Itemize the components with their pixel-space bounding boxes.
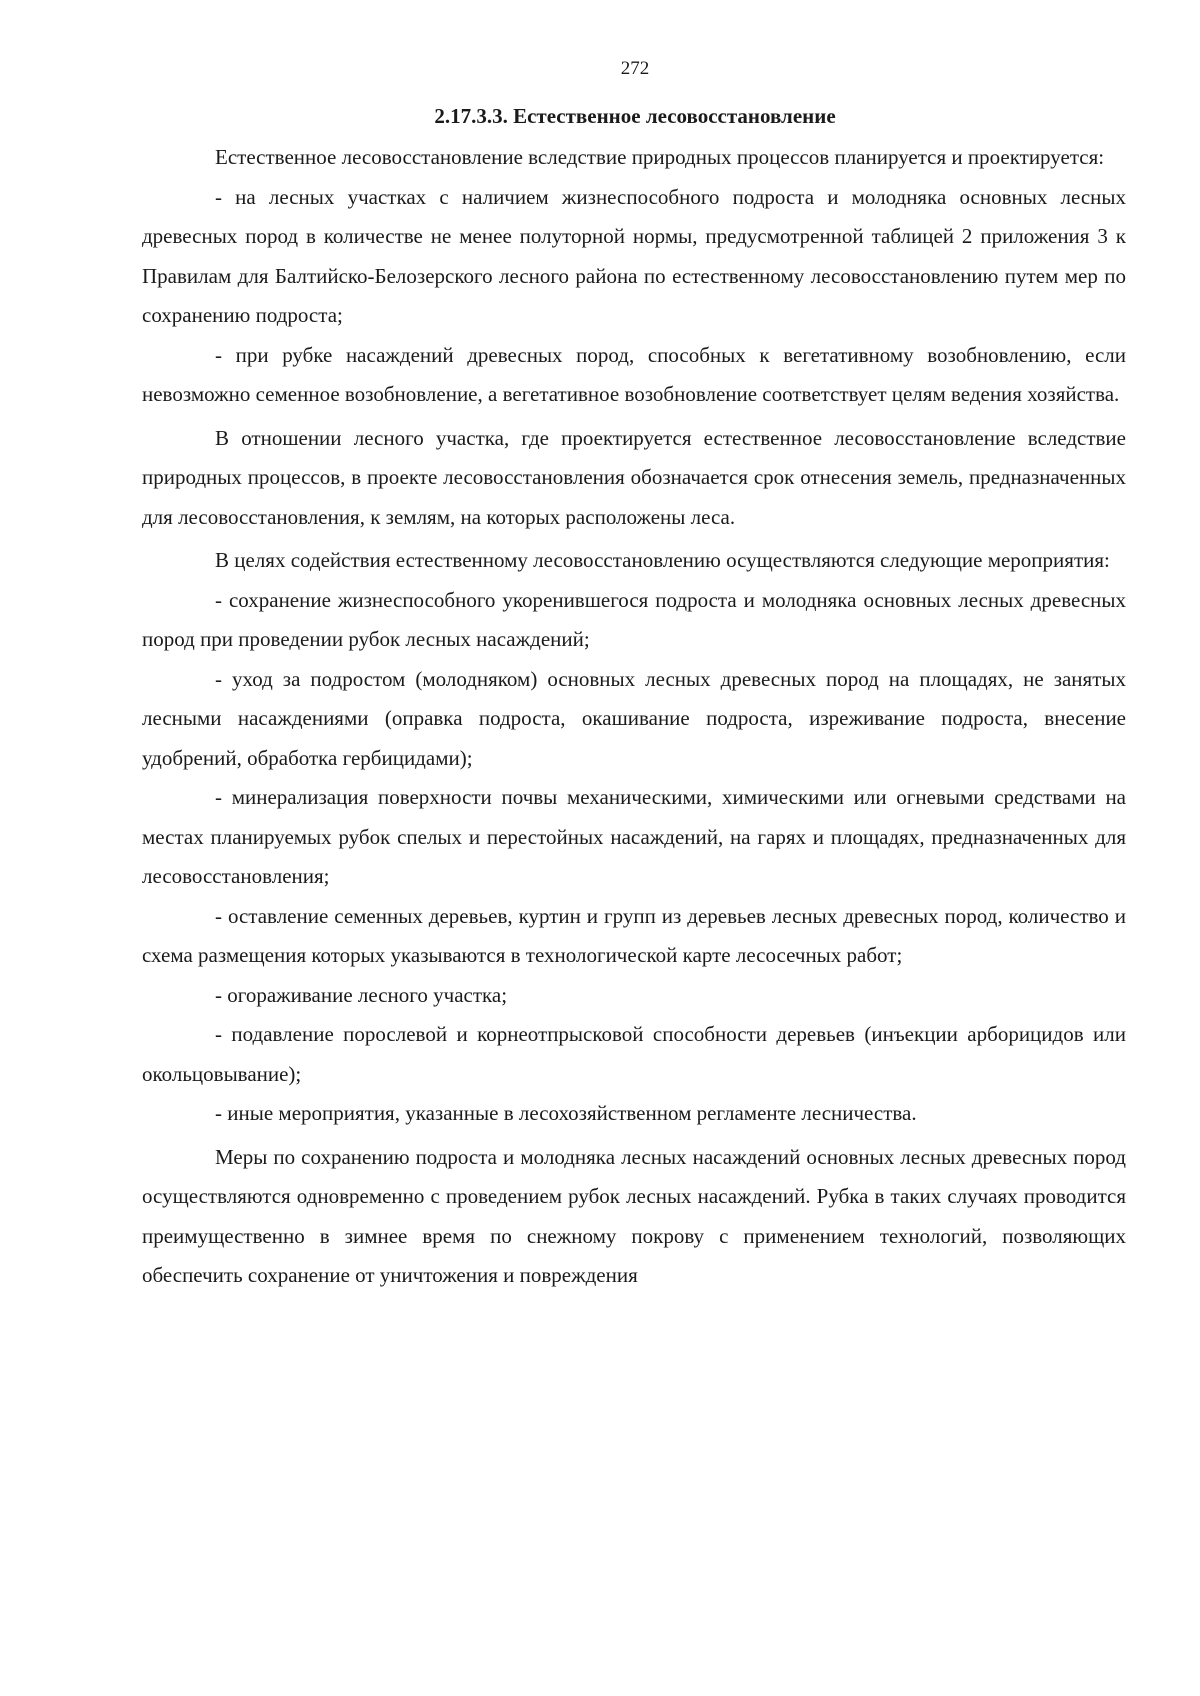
list-item-seed-trees: - оставление семенных деревьев, куртин и групп из деревьев лесных древесных пород, количество и схема размещения которых указываются в технологической карте лесосечных работ; [142,903,1126,967]
page-number: 272 [620,58,650,79]
list-item-preserve-undergrowth: - сохранение жизнеспособного укоренившегося подроста и молодняка основных лесных древесных пород при проведении рубок лесных насаждений; [142,587,1126,651]
list-item-fencing: - огораживание лесного участка; [215,982,508,1007]
list-item-other-measures: - иные мероприятия, указанные в лесохозяйственном регламенте лесничества. [215,1101,917,1125]
list-item-vegetative-renewal: - при рубке насаждений древесных пород, способных к вегетативному возобновлению, если невозможно семенное возобновление, а вегетативное возобновление соответствует целям ведения хозяйства. [142,342,1126,406]
list-item-undergrowth: - на лесных участках с наличием жизнеспособного подроста и молодняка основных лесных древесных пород в количестве не менее полуторной нормы, предусмотренной таблицей 2 приложения 3 к Правилам для Балтийско-Белозерского лесного района по естественному лесовосстановлению путем мер по сохранению подроста; [142,184,1126,327]
document-body [142,138,1126,1296]
paragraph-assistance-measures: В целях содействия естественному лесовосстановлению осуществляются следующие мероприятия: [215,548,1110,572]
paragraph-preservation-measures: Меры по сохранению подроста и молодняка лесных насаждений основных лесных древесных пород осуществляются одновременно с проведением рубок лесных насаждений. Рубка в таких случаях проводится преимущественно в зимнее время по снежному покрову с применением технологий, позволяющих обеспечить сохранение от уничтожения и повреждения [142,1144,1126,1287]
paragraph-project-term: В отношении лесного участка, где проектируется естественное лесовосстановление вследствие природных процессов, в проекте лесовосстановления обозначается срок отнесения земель, предназначенных для лесовосстановления, к землям, на которых расположены леса. [142,425,1126,529]
section-title: 2.17.3.3. Естественное лесовосстановление [434,104,836,128]
list-item-soil-mineralization: - минерализация поверхности почвы механическими, химическими или огневыми средствами на местах планируемых рубок спелых и перестойных насаждений, на гарях и площадях, предназначенных для лесовосстановления; [142,785,1126,888]
list-item-suppression: - подавление порослевой и корнеотпрысковой способности деревьев (инъекции арборицидов или окольцовывание); [142,1022,1126,1086]
list-item-care-undergrowth: - уход за подростом (молодняком) основных лесных древесных пород на площадях, не занятых лесными насаждениями (оправка подроста, окашивание подроста, изреживание подроста, внесение удобрений, обработка гербицидами); [142,666,1126,770]
paragraph-intro: Естественное лесовосстановление вследствие природных процессов планируется и проектируется: [215,145,1105,169]
